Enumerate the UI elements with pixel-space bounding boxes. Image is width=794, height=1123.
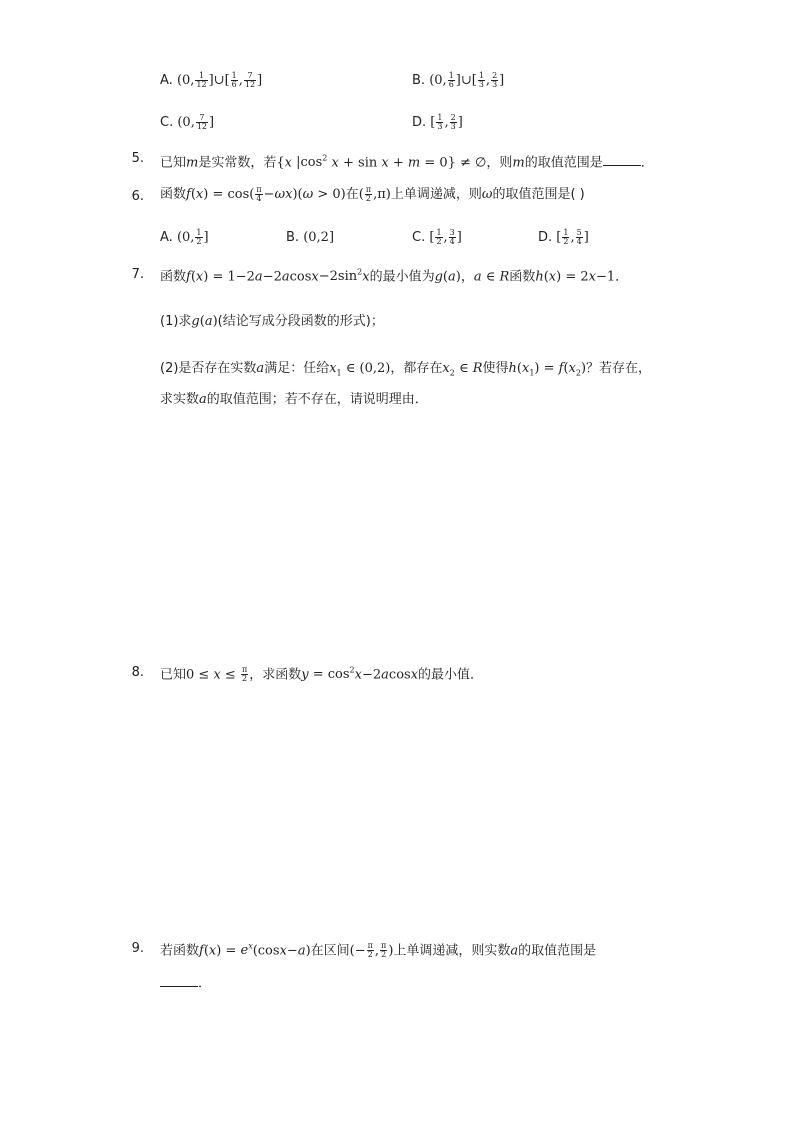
q5-text: 已知m是实常数，若{x $|\cos^2$ x + sin x + m = 0} ≠ ∅，则m的取值范围是 ． bbox=[160, 154, 654, 171]
q6-number: 6. bbox=[131, 189, 144, 204]
q4-option-b: B. (0, $\frac{1}{6}$ ]∪[ $\frac{1}{3}$ , $\frac{2}{3}$ ] bbox=[412, 71, 505, 89]
q9-answer-line: ． bbox=[160, 974, 211, 993]
q6-option-b: B. (0,2] bbox=[286, 230, 335, 245]
q6-option-c: C. [ $\frac{1}{2}$ , $\frac{3}{4}$ ] bbox=[412, 228, 462, 246]
q8-number: 8. bbox=[131, 665, 144, 680]
q4-option-d: D. [ $\frac{1}{3}$ , $\frac{2}{3}$ ] bbox=[412, 113, 463, 131]
q6-text: 函数f(x) = cos( $\frac{\pi}{4}$ −ωx)(ω > 0)在( $\frac{\pi}{2}$ ,π)上单调递减，则ω的取值范围是( ) bbox=[160, 185, 585, 203]
q6-option-a: A. (0, $\frac{1}{2}$ ] bbox=[160, 228, 209, 246]
q7-text: 函数$f(x) = 1-2a-2acosx-2\sin^2x$的最小值为g(a)，a ∈ R函数h(x) = 2x−1． bbox=[160, 268, 629, 285]
q7-part2-line1: (2)是否存在实数a满足：任给$x_1$ ∈ (0,2)，都存在$x_2$ ∈ R使得$h(x_1) = f(x_2)$？若存在， bbox=[160, 361, 652, 378]
q6-option-d: D. [ $\frac{1}{2}$ , $\frac{5}{4}$ ] bbox=[538, 228, 589, 246]
q7-part2-line2: 求实数a的取值范围；若不存在，请说明理由． bbox=[160, 392, 428, 407]
q7-part1: (1)求g(a)(结论写成分段函数的形式)； bbox=[160, 314, 384, 329]
q5-answer-blank[interactable] bbox=[603, 153, 641, 166]
q8-text: 已知0 ≤ x ≤ $\frac{\pi}{2}$ ，求函数$y = \cos^2x-2acosx$的最小值． bbox=[160, 665, 484, 684]
q4-option-c: C. (0, $\frac{7}{12}$ ] bbox=[160, 113, 215, 131]
q5-number: 5. bbox=[131, 151, 144, 166]
q4-option-a: A. (0, $\frac{1}{12}$ ]∪[ $\frac{1}{6}$ , $\frac{7}{12}$ ] bbox=[160, 71, 263, 89]
q9-number: 9. bbox=[131, 941, 144, 956]
q9-text: 若函数$f(x) = e^x(\cos x-a)$在区间(− $\frac{\pi}{2}$ , $\frac{\pi}{2}$ )上单调递减，则实数a的取值范围是 bbox=[160, 941, 597, 960]
q7-number: 7. bbox=[131, 267, 144, 282]
q9-answer-blank[interactable] bbox=[160, 974, 198, 987]
